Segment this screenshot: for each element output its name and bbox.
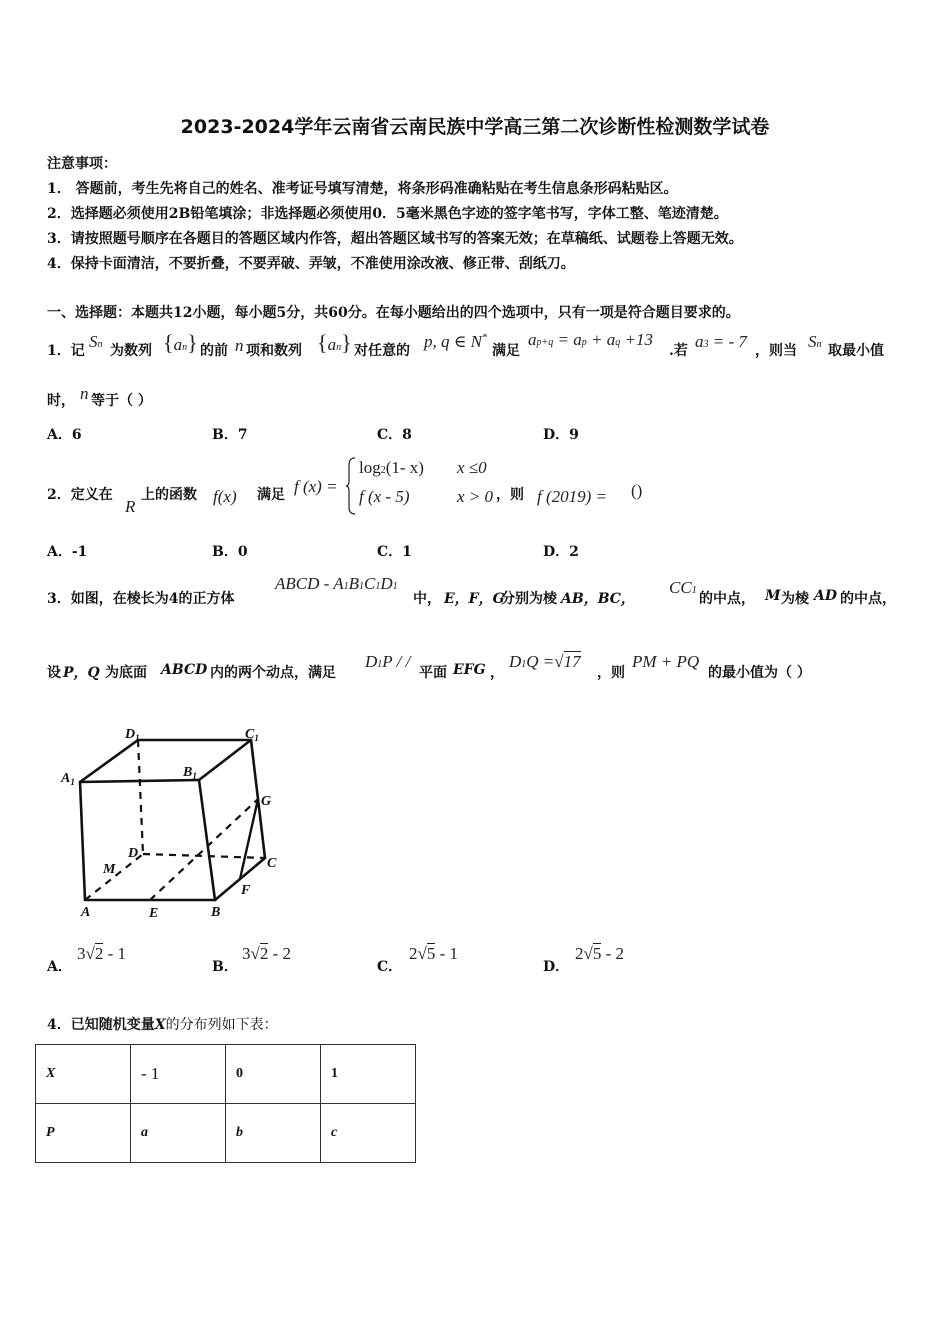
option-a[interactable]: A．-1 bbox=[47, 544, 88, 560]
notice-item: 2．选择题必须使用2B铅笔填涂；非选择题必须使用0．5毫米黑色字迹的签字笔书写，字体工整、笔迹清楚。 bbox=[47, 206, 728, 222]
label-A1: $A_1$ bbox=[61, 771, 75, 787]
label-G: G bbox=[261, 794, 272, 809]
q1-text: 时， bbox=[47, 393, 75, 409]
q3-text: 3．如图，在棱长为4的正方体 bbox=[47, 591, 235, 607]
edge-A1D1 bbox=[80, 740, 138, 782]
q1-text: 等于（ ） bbox=[91, 393, 152, 409]
q3-text: 的最小值为（ ） bbox=[708, 665, 811, 681]
math-radical: 2√5 - 2 bbox=[575, 944, 625, 963]
notice-item: 4．保持卡面清洁，不要折叠，不要弄破、弄皱，不准使用涂改液、修正带、刮纸刀。 bbox=[47, 256, 575, 272]
question-2 bbox=[47, 455, 697, 525]
q3-text: 的中点， bbox=[699, 591, 755, 607]
math-radical: 3√2 - 1 bbox=[77, 944, 127, 963]
q3-text: AD bbox=[814, 588, 838, 604]
edge-DD1 bbox=[138, 740, 143, 854]
math-S: Sn bbox=[808, 332, 822, 351]
q1-text: 对任意的 bbox=[354, 343, 410, 359]
table-cell: - 1 bbox=[131, 1045, 226, 1104]
label-D: D bbox=[128, 846, 139, 861]
q2-text: 满足 bbox=[257, 487, 285, 503]
table-cell: c bbox=[321, 1104, 416, 1163]
label-B: B bbox=[211, 905, 221, 920]
label-F: F bbox=[241, 883, 251, 898]
math-d1p: D1P / / bbox=[365, 652, 411, 671]
page-title: 2023-2024学年云南省云南民族中学高三第二次诊断性检测数学试卷 bbox=[180, 116, 770, 138]
label-A: A bbox=[81, 905, 91, 920]
label-C: C bbox=[267, 856, 277, 871]
q3-text: 内的两个动点，满足 bbox=[210, 665, 336, 681]
q2-text: ，则 bbox=[496, 487, 524, 503]
math-cube: ABCD - A1B1C1D1 bbox=[275, 574, 398, 593]
math-a3: a3 = - 7 bbox=[695, 332, 747, 351]
label-D1: $D_1$ bbox=[125, 727, 140, 743]
math-seq-a: {an} bbox=[163, 330, 198, 355]
notice-item: 3．请按照题号顺序在各题目的答题区域内作答，超出答题区域书写的答案无效；在草稿纸、试题卷上答题无效。 bbox=[47, 231, 743, 247]
table-cell: b bbox=[226, 1104, 321, 1163]
section-heading: 一、选择题：本题共12小题，每小题5分，共60分。在每小题给出的四个选项中，只有一项是符合题目要求的。 bbox=[47, 305, 740, 321]
math-f2019: f (2019) = bbox=[537, 487, 608, 506]
math-paren: () bbox=[631, 481, 643, 500]
math-relation: ap+q = ap + aq +13 bbox=[528, 330, 653, 349]
math-fx: f(x) bbox=[213, 487, 237, 506]
cube-figure bbox=[55, 722, 285, 922]
q2-text: 上的函数 bbox=[141, 487, 197, 503]
q3-text: M bbox=[765, 588, 781, 604]
option-d[interactable]: D．9 bbox=[543, 427, 579, 443]
q3-text: 平面 bbox=[419, 665, 447, 681]
q3-text: ，则 bbox=[597, 665, 625, 681]
math-seq-a: {an} bbox=[317, 330, 352, 355]
q3-text: 分别为棱 bbox=[501, 591, 557, 607]
q3-text: ， bbox=[490, 665, 504, 681]
q1-text: 项和数列 bbox=[246, 343, 302, 359]
table-cell: X bbox=[36, 1045, 131, 1104]
math-R: R bbox=[125, 497, 136, 516]
edge-B1C1 bbox=[199, 740, 251, 780]
option-b[interactable]: B．0 bbox=[212, 544, 248, 560]
q1-text: 的前 bbox=[200, 343, 228, 359]
q2-text: 2．定义在 bbox=[47, 487, 113, 503]
q3-text: AB，BC， bbox=[561, 591, 635, 607]
notice-heading: 注意事项： bbox=[47, 156, 117, 172]
option-d[interactable]: D．2 bbox=[543, 544, 579, 560]
edge-BB1 bbox=[199, 780, 215, 900]
math-piecewise-lhs: f (x) = bbox=[294, 477, 338, 496]
q1-text: 为数列 bbox=[110, 343, 152, 359]
q3-text: ABCD bbox=[161, 662, 208, 678]
math-cond-1: x ≤0 bbox=[457, 458, 487, 477]
math-case-1: log2(1- x) bbox=[359, 458, 424, 477]
table-cell: 1 bbox=[321, 1045, 416, 1104]
q3-text: 为底面 bbox=[105, 665, 147, 681]
q1-text: ，则当 bbox=[755, 343, 797, 359]
math-case-2: f (x - 5) bbox=[359, 487, 410, 506]
table-cell: 0 bbox=[226, 1045, 321, 1104]
table-cell: P bbox=[36, 1104, 131, 1163]
math-S: Sn bbox=[89, 332, 103, 351]
label-B1: $B_1$ bbox=[183, 765, 197, 781]
q1-text: 取最小值 bbox=[828, 343, 884, 359]
math-cc1: CC1 bbox=[669, 578, 697, 597]
question-3-line2 bbox=[47, 648, 927, 684]
label-C1: $C_1$ bbox=[245, 727, 259, 743]
math-radical: 3√2 - 2 bbox=[242, 944, 292, 963]
q3-text: 为棱 bbox=[781, 591, 809, 607]
math-radical: 2√5 - 1 bbox=[409, 944, 459, 963]
brace-icon bbox=[345, 457, 357, 515]
table-row bbox=[36, 1045, 416, 1104]
q3-text: 中， bbox=[413, 591, 441, 607]
label-M: M bbox=[103, 862, 116, 877]
option-b[interactable]: B．7 bbox=[212, 427, 248, 443]
math-n: n bbox=[80, 384, 89, 403]
table-row bbox=[36, 1104, 416, 1163]
q1-text: 满足 bbox=[492, 343, 520, 359]
q3-text: E，F，G bbox=[444, 591, 505, 607]
notice-item: 1． 答题前，考生先将自己的姓名、准考证号填写清楚，将条形码准确粘贴在考生信息条形码粘贴区。 bbox=[47, 181, 678, 197]
question-3 bbox=[47, 572, 927, 608]
question-4: 4．已知随机变量X的分布列如下表： bbox=[47, 1017, 278, 1033]
q3-text: 设 bbox=[47, 665, 61, 681]
label-E: E bbox=[149, 906, 159, 921]
math-cond-2: x > 0 bbox=[457, 487, 494, 506]
q1-text: 1．记 bbox=[47, 343, 85, 359]
q3-text: P，Q bbox=[63, 665, 100, 681]
table-cell: a bbox=[131, 1104, 226, 1163]
math-n: n bbox=[235, 336, 244, 355]
math-d1q: D1Q =√17 bbox=[509, 652, 581, 671]
q1-text: .若 bbox=[669, 343, 688, 359]
option-a[interactable]: A．6 bbox=[47, 427, 82, 443]
q3-text: 的中点， bbox=[840, 591, 896, 607]
math-pq: p, q ∈ N* bbox=[424, 332, 487, 351]
q3-text: EFG bbox=[453, 662, 486, 678]
math-pm-pq: PM + PQ bbox=[632, 652, 700, 671]
option-c[interactable]: C．1 bbox=[377, 544, 412, 560]
edge-AA1 bbox=[80, 782, 85, 900]
option-c[interactable]: C．8 bbox=[377, 427, 412, 443]
distribution-table bbox=[35, 1044, 416, 1163]
